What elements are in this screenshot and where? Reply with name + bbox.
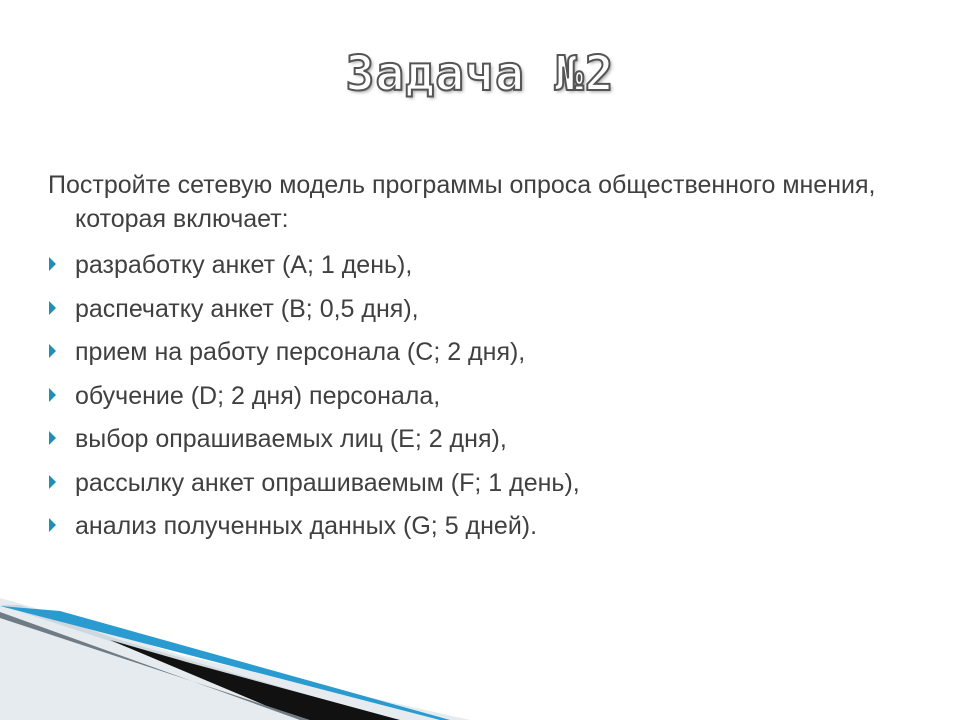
list-item <box>48 379 888 423</box>
list-item-text: обучение (D; 2 дня) персонала, <box>75 381 441 410</box>
triangle-bullet-icon <box>49 475 56 489</box>
list-item-text: разработку анкет (А; 1 день), <box>75 251 413 279</box>
triangle-bullet-icon <box>49 344 56 358</box>
list-item <box>48 292 888 336</box>
list-item-text: рассылку анкет опрашиваемым (F; 1 день), <box>75 468 580 497</box>
list-item <box>48 335 888 379</box>
triangle-bullet-icon <box>49 431 56 445</box>
triangle-bullet-icon <box>49 388 56 402</box>
list-item <box>48 466 888 510</box>
intro-text: Постройте сетевую модель программы опроса общественного мнения, которая включает: <box>48 171 876 233</box>
list-item-text: анализ полученных данных (G; 5 дней). <box>75 512 538 540</box>
list-item <box>48 422 888 466</box>
list-item-text: распечатку анкет (В; 0,5 дня), <box>75 294 419 323</box>
list-item <box>48 509 888 553</box>
triangle-bullet-icon <box>49 518 56 532</box>
list-item-text: выбор опрашиваемых лиц (Е; 2 дня), <box>75 425 507 453</box>
list-item <box>48 248 888 292</box>
triangle-bullet-icon <box>49 257 56 271</box>
task-list <box>48 248 888 553</box>
slide-title: Задача №2 <box>345 46 615 102</box>
triangle-bullet-icon <box>49 301 56 315</box>
list-item-text: прием на работу персонала (С; 2 дня), <box>75 338 526 366</box>
